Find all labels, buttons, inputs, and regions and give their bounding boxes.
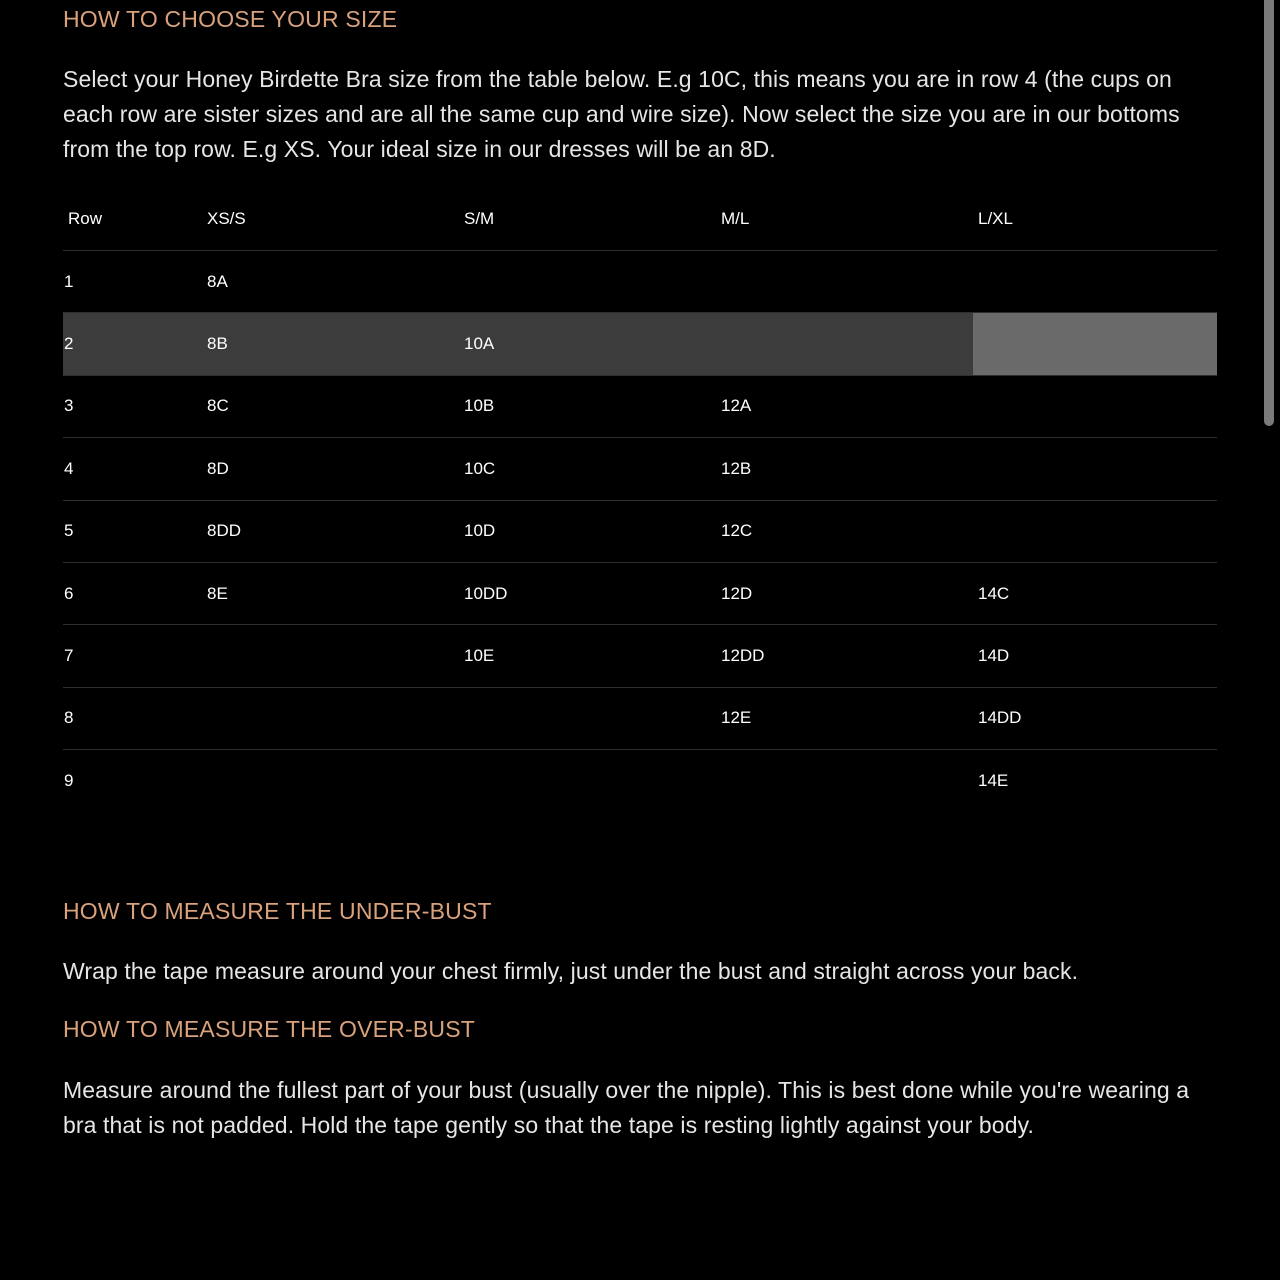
table-cell: 14DD	[978, 708, 1022, 728]
table-row	[63, 688, 1217, 750]
table-cell: 14C	[978, 583, 1010, 603]
table-cell: 8DD	[207, 521, 242, 541]
table-cell	[202, 750, 459, 812]
table-cell	[973, 376, 1217, 437]
table-row	[63, 750, 1217, 812]
choose-size-heading: HOW TO CHOOSE YOUR SIZE	[63, 6, 398, 32]
choose-size-text: Select your Honey Birdette Bra size from the table below. E.g 10C, this means you are in row 4 (the cups on each row are sister sizes and are all the same cup and wire size). Now select the size you are in our bottoms from the top row. E.g XS. Your ideal size in our dresses will be an 8D.	[63, 66, 1180, 162]
table-cell: 10C	[464, 458, 496, 478]
table-cell: 8A	[207, 271, 228, 291]
table-cell: 8B	[207, 334, 228, 354]
table-cell: 12DD	[721, 646, 765, 666]
table-cell: 3	[64, 396, 74, 416]
table-cell: 8C	[207, 396, 229, 416]
over-bust-heading: HOW TO MEASURE THE OVER-BUST	[63, 1016, 475, 1042]
table-cell	[202, 625, 459, 686]
table-row	[63, 438, 1217, 500]
table-row	[63, 625, 1217, 687]
table-cell-highlighted	[973, 313, 1217, 374]
table-cell	[973, 501, 1217, 562]
table-cell: 9	[64, 771, 74, 791]
table-cell: 10D	[464, 521, 496, 541]
table-row	[63, 501, 1217, 563]
table-cell	[716, 750, 973, 812]
table-cell: 8E	[207, 583, 228, 603]
table-cell: 12D	[721, 583, 753, 603]
table-row	[63, 376, 1217, 438]
table-cell	[716, 313, 973, 374]
table-row-highlighted	[63, 313, 1217, 375]
header-row: Row	[68, 209, 103, 228]
table-cell	[202, 688, 459, 749]
table-cell	[716, 251, 973, 312]
header-s-m: S/M	[464, 209, 495, 228]
table-cell: 14E	[978, 771, 1009, 791]
header-m-l: M/L	[721, 209, 750, 228]
table-row	[63, 563, 1217, 625]
vertical-scrollbar[interactable]	[1264, 0, 1274, 426]
size-table-header	[63, 188, 1217, 251]
table-cell: 12B	[721, 458, 752, 478]
table-cell: 2	[64, 334, 74, 354]
table-cell: 10B	[464, 396, 495, 416]
table-cell: 10DD	[464, 583, 508, 603]
table-cell: 6	[64, 583, 74, 603]
table-cell: 10E	[464, 646, 495, 666]
table-cell: 5	[64, 521, 74, 541]
table-cell: 4	[64, 458, 74, 478]
table-cell: 12C	[721, 521, 753, 541]
header-xs-s: XS/S	[207, 209, 246, 228]
table-cell	[459, 688, 716, 749]
table-cell: 12A	[721, 396, 752, 416]
under-bust-heading: HOW TO MEASURE THE UNDER-BUST	[63, 898, 492, 924]
table-cell: 8D	[207, 458, 229, 478]
under-bust-text: Wrap the tape measure around your chest firmly, just under the bust and straight across your back.	[63, 958, 1079, 984]
table-cell: 12E	[721, 708, 752, 728]
table-cell	[459, 750, 716, 812]
header-l-xl: L/XL	[978, 209, 1013, 228]
table-cell: 7	[64, 646, 74, 666]
table-cell: 14D	[978, 646, 1010, 666]
table-row	[63, 251, 1217, 313]
table-cell: 1	[64, 271, 74, 291]
table-cell: 10A	[464, 334, 495, 354]
size-table	[63, 188, 1217, 813]
table-cell	[973, 438, 1217, 499]
table-cell	[459, 251, 716, 312]
table-cell: 8	[64, 708, 74, 728]
over-bust-text: Measure around the fullest part of your bust (usually over the nipple). This is best done while you're wearing a bra that is not padded. Hold the tape gently so that the tape is resting lightly against your body.	[63, 1077, 1190, 1138]
table-cell	[973, 251, 1217, 312]
